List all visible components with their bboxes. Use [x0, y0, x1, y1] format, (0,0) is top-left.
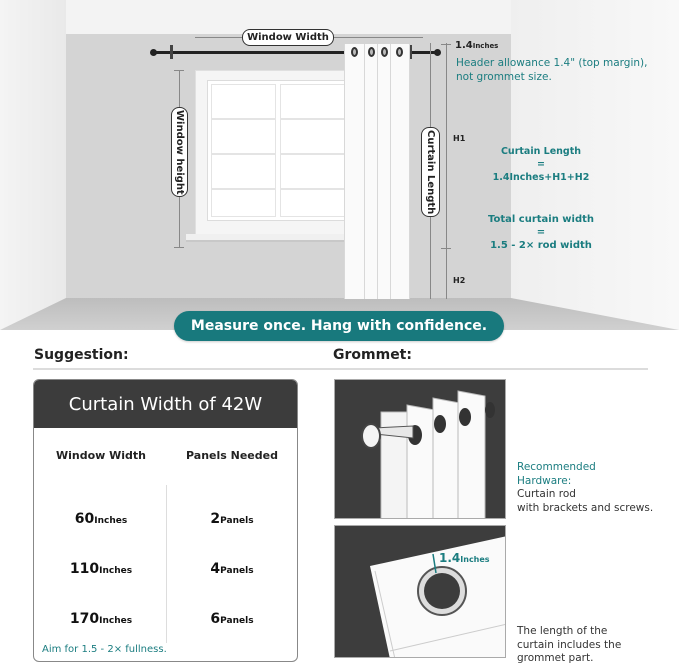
- tagline-banner: Measure once. Hang with confidence.: [174, 311, 504, 341]
- grommet-icon: [396, 47, 403, 57]
- grommet-measure-unit: Inches: [460, 555, 490, 564]
- cell-unit: Panels: [220, 516, 254, 526]
- hardware-text: Curtain rod: [517, 488, 576, 500]
- curtain-panel: [344, 44, 364, 299]
- cell-unit: Inches: [99, 566, 133, 576]
- cell-number: 2: [210, 511, 221, 527]
- grommet-icon: [351, 47, 358, 57]
- rod-through-grommets-icon: [335, 380, 506, 519]
- note-line: curtain includes the: [517, 638, 622, 651]
- window-width-label: Window Width: [242, 29, 334, 46]
- grommet-closeup-icon: [335, 526, 506, 658]
- formula-eq: =: [536, 227, 546, 238]
- note-line: Header allowance 1.4" (top margin),: [456, 57, 648, 69]
- panels-cell: [167, 558, 297, 577]
- grommet-icon: [381, 47, 388, 57]
- window-width-cell: [36, 508, 166, 527]
- grommet-title: Grommet:: [333, 347, 412, 363]
- window-pane-right: [280, 84, 345, 217]
- cell-number: 170: [69, 611, 100, 627]
- header-unit: Inches: [472, 42, 499, 50]
- note-line: not grommet size.: [456, 71, 552, 83]
- curtain-length-formula: [476, 145, 606, 184]
- note-line: The length of the: [517, 625, 608, 637]
- formula-title: Curtain Length: [500, 146, 582, 157]
- section-divider: [33, 368, 648, 370]
- rod-finial-left: [150, 49, 157, 56]
- fullness-footnote: Aim for 1.5 - 2× fullness.: [42, 644, 167, 655]
- left-wall: [0, 0, 66, 330]
- header-measurement: [455, 40, 498, 51]
- suggestion-title: Suggestion:: [34, 347, 129, 363]
- hardware-note: [517, 461, 653, 515]
- formula-eq: =: [537, 159, 545, 170]
- measurement-diagram: [0, 0, 679, 330]
- window-width-cell: [36, 558, 166, 577]
- cell-number: 110: [69, 561, 100, 577]
- total-width-formula: [476, 213, 606, 252]
- curtain-panel: [377, 44, 391, 299]
- formula-value: 1.5 - 2× rod width: [490, 240, 592, 251]
- grommet-detail-illustration: [334, 525, 506, 658]
- window-pane-left: [211, 84, 276, 217]
- column-header-panels-needed: Panels Needed: [186, 449, 278, 462]
- curtain-length-label: Curtain Length: [421, 127, 440, 217]
- cell-unit: Panels: [220, 566, 254, 576]
- header-value: 1.4: [455, 40, 473, 51]
- window-height-label: Window height: [171, 107, 188, 197]
- h1-label: H1: [453, 134, 466, 143]
- suggestion-card: [33, 379, 298, 662]
- formula-title: Total curtain width: [487, 214, 595, 225]
- column-header-window-width: Window Width: [55, 449, 147, 462]
- tick: [174, 70, 184, 71]
- rod-finial-right: [434, 49, 441, 56]
- tick: [174, 247, 184, 248]
- panels-cell: [167, 508, 297, 527]
- rod-bracket-left: [170, 45, 173, 59]
- panels-cell: [167, 608, 297, 627]
- window-illustration: [195, 70, 350, 236]
- h-measure-line: [446, 43, 447, 299]
- grommet-measure-value: 1.4: [439, 551, 461, 565]
- tick: [441, 44, 451, 45]
- header-allowance-note: [456, 56, 647, 84]
- grommet-measure: [439, 551, 490, 565]
- window-sill: [186, 234, 356, 242]
- hardware-text: with brackets and screws.: [517, 501, 654, 514]
- card-title: Curtain Width of 42W: [34, 380, 297, 428]
- formula-value: 1.4Inches+H1+H2: [492, 172, 590, 183]
- cell-unit: Inches: [94, 516, 128, 526]
- hardware-label: Recommended: [517, 461, 596, 473]
- hardware-label: Hardware:: [517, 474, 572, 487]
- window-width-cell: [36, 608, 166, 627]
- cell-number: 6: [210, 611, 221, 627]
- cell-number: 4: [210, 561, 221, 577]
- curtain-panel: [390, 44, 410, 299]
- rod-grommet-illustration: [334, 379, 506, 519]
- cell-unit: Panels: [220, 616, 254, 626]
- note-line: grommet part.: [517, 652, 594, 664]
- h2-label: H2: [453, 276, 466, 285]
- cell-number: 60: [74, 511, 95, 527]
- cell-unit: Inches: [99, 616, 133, 626]
- grommet-icon: [368, 47, 375, 57]
- tick: [441, 248, 451, 249]
- curtain-panel: [364, 44, 378, 299]
- length-note: [517, 625, 621, 666]
